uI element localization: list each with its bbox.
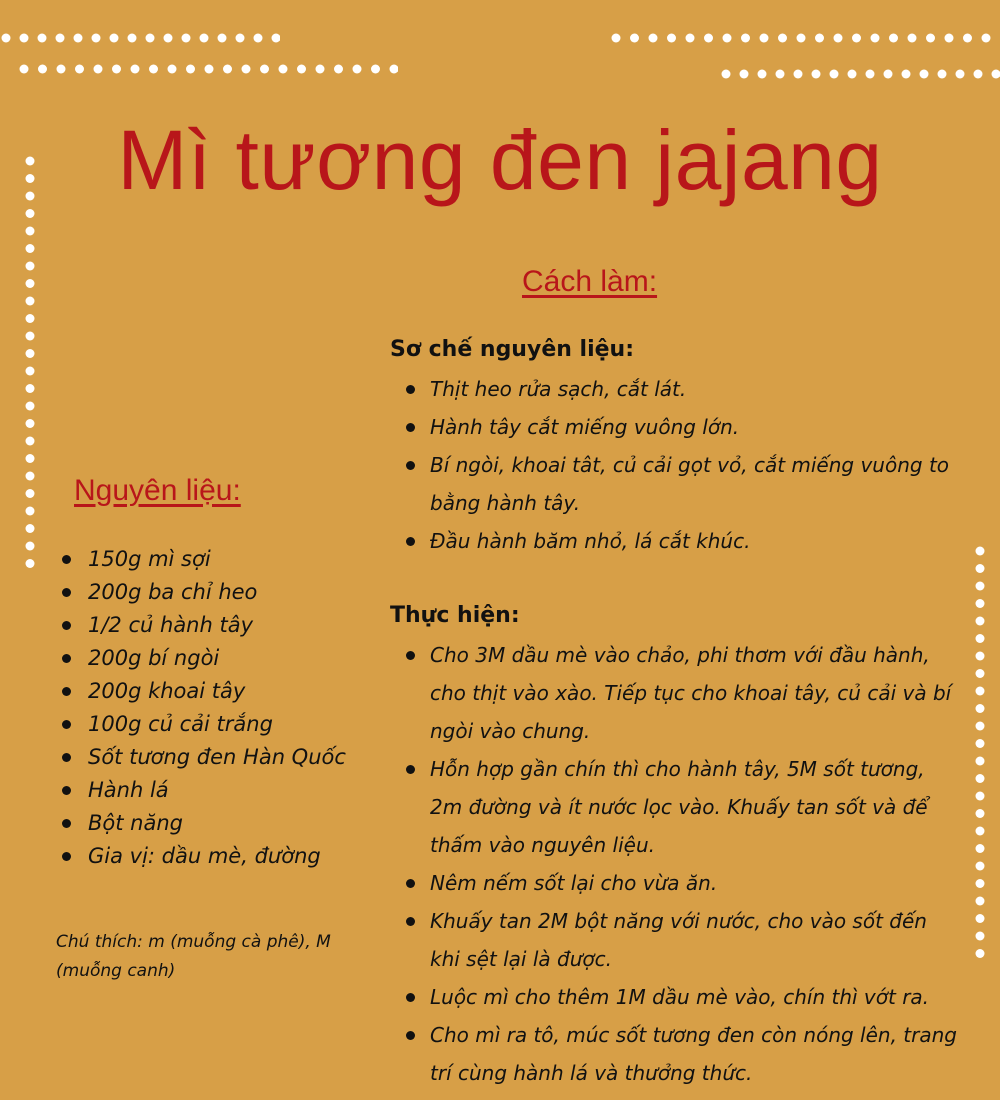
decorative-dot xyxy=(26,297,35,306)
decorative-dot xyxy=(938,70,947,79)
list-item: 200g ba chỉ heo xyxy=(60,576,346,609)
decorative-dot xyxy=(26,384,35,393)
ingredients-list xyxy=(60,543,346,873)
decorative-dot xyxy=(26,419,35,428)
list-item: 200g bí ngòi xyxy=(60,642,346,675)
decorative-dot xyxy=(26,367,35,376)
prep-title: Sơ chế nguyên liệu: xyxy=(390,337,635,362)
decorative-dot xyxy=(26,262,35,271)
ingredients-heading: Nguyên liệu: xyxy=(74,474,241,507)
decorative-dot xyxy=(200,34,209,43)
page-title: Mì tương đen jajang xyxy=(117,113,883,207)
decorative-dot xyxy=(26,314,35,323)
decorative-dot xyxy=(976,547,985,556)
dotted-border-left xyxy=(24,155,36,575)
decorative-dot xyxy=(242,65,251,74)
decorative-dot xyxy=(723,34,732,43)
decorative-dot xyxy=(778,34,787,43)
cook-title: Thực hiện: xyxy=(390,603,520,628)
decorative-dot xyxy=(92,34,101,43)
decorative-dot xyxy=(974,70,983,79)
decorative-dot xyxy=(956,70,965,79)
cook-steps-list xyxy=(403,636,963,1092)
decorative-dot xyxy=(26,244,35,253)
decorative-dot xyxy=(976,652,985,661)
decorative-dot xyxy=(128,34,137,43)
decorative-dot xyxy=(812,70,821,79)
decorative-dot xyxy=(26,332,35,341)
decorative-dot xyxy=(168,65,177,74)
decorative-dot xyxy=(390,65,399,74)
decorative-dot xyxy=(612,34,621,43)
list-item: 150g mì sợi xyxy=(60,543,346,576)
decorative-dot xyxy=(976,704,985,713)
decorative-dot xyxy=(976,862,985,871)
decorative-dot xyxy=(26,437,35,446)
list-item: 200g khoai tây xyxy=(60,675,346,708)
decorative-dot xyxy=(976,809,985,818)
decorative-dot xyxy=(667,34,676,43)
list-item: Nêm nếm sốt lại cho vừa ăn. xyxy=(403,864,963,902)
list-item: Thịt heo rửa sạch, cắt lát. xyxy=(403,370,963,408)
decorative-dot xyxy=(236,34,245,43)
decorative-dot xyxy=(38,34,47,43)
measurement-note: Chú thích: m (muỗng cà phê), M (muỗng canh) xyxy=(56,932,331,981)
decorative-dot xyxy=(334,65,343,74)
decorative-dot xyxy=(758,70,767,79)
decorative-dot xyxy=(131,65,140,74)
decorative-dot xyxy=(182,34,191,43)
decorative-dot xyxy=(866,70,875,79)
decorative-dot xyxy=(976,774,985,783)
decorative-dot xyxy=(722,70,731,79)
decorative-dot xyxy=(976,722,985,731)
decorative-dot xyxy=(38,65,47,74)
decorative-dot xyxy=(26,559,35,568)
decorative-dot xyxy=(2,34,11,43)
decorative-dot xyxy=(205,65,214,74)
list-item: Bí ngòi, khoai tât, củ cải gọt vỏ, cắt miếng vuông to bằng hành tây. xyxy=(403,446,963,522)
decorative-dot xyxy=(976,914,985,923)
method-heading: Cách làm: xyxy=(522,265,658,298)
decorative-dot xyxy=(686,34,695,43)
decorative-dot xyxy=(976,599,985,608)
list-item: Hành lá xyxy=(60,774,346,807)
list-item: Bột năng xyxy=(60,807,346,840)
dotted-border-top-left-2 xyxy=(18,63,398,75)
decorative-dot xyxy=(279,65,288,74)
list-item: Cho mì ra tô, múc sốt tương đen còn nóng lên, trang trí cùng hành lá và thưởng thức. xyxy=(403,1016,963,1092)
decorative-dot xyxy=(889,34,898,43)
list-item: 100g củ cải trắng xyxy=(60,708,346,741)
list-item: Hỗn hợp gần chín thì cho hành tây, 5M sốt tương, 2m đường và ít nước lọc vào. Khuấy tan sốt và để thấm vào nguyên liệu. xyxy=(403,750,963,864)
decorative-dot xyxy=(963,34,972,43)
decorative-dot xyxy=(976,669,985,678)
dotted-border-top-right-1 xyxy=(610,32,1000,44)
decorative-dot xyxy=(976,792,985,801)
decorative-dot xyxy=(26,472,35,481)
decorative-dot xyxy=(316,65,325,74)
decorative-dot xyxy=(649,34,658,43)
decorative-dot xyxy=(976,634,985,643)
decorative-dot xyxy=(164,34,173,43)
decorative-dot xyxy=(871,34,880,43)
decorative-dot xyxy=(26,349,35,358)
decorative-dot xyxy=(920,70,929,79)
decorative-dot xyxy=(741,34,750,43)
decorative-dot xyxy=(371,65,380,74)
list-item: Đầu hành băm nhỏ, lá cắt khúc. xyxy=(403,522,963,560)
decorative-dot xyxy=(26,227,35,236)
decorative-dot xyxy=(992,70,1000,79)
decorative-dot xyxy=(976,897,985,906)
list-item: Sốt tương đen Hàn Quốc xyxy=(60,741,346,774)
dotted-border-top-right-2 xyxy=(720,68,1000,80)
decorative-dot xyxy=(26,279,35,288)
decorative-dot xyxy=(110,34,119,43)
decorative-dot xyxy=(26,507,35,516)
decorative-dot xyxy=(254,34,263,43)
decorative-dot xyxy=(976,617,985,626)
decorative-dot xyxy=(272,34,281,43)
decorative-dot xyxy=(976,564,985,573)
decorative-dot xyxy=(26,489,35,498)
list-item: Gia vị: dầu mè, đường xyxy=(60,840,346,873)
decorative-dot xyxy=(797,34,806,43)
decorative-dot xyxy=(186,65,195,74)
decorative-dot xyxy=(704,34,713,43)
list-item: Cho 3M dầu mè vào chảo, phi thơm với đầu hành, cho thịt vào xào. Tiếp tục cho khoai tây, củ cải và bí ngòi vào chung. xyxy=(403,636,963,750)
decorative-dot xyxy=(112,65,121,74)
decorative-dot xyxy=(57,65,66,74)
decorative-dot xyxy=(297,65,306,74)
decorative-dot xyxy=(223,65,232,74)
decorative-dot xyxy=(926,34,935,43)
decorative-dot xyxy=(902,70,911,79)
decorative-dot xyxy=(982,34,991,43)
decorative-dot xyxy=(976,757,985,766)
decorative-dot xyxy=(976,687,985,696)
decorative-dot xyxy=(976,827,985,836)
decorative-dot xyxy=(884,70,893,79)
decorative-dot xyxy=(26,454,35,463)
decorative-dot xyxy=(740,70,749,79)
list-item: Khuấy tan 2M bột năng với nước, cho vào sốt đến khi sệt lại là được. xyxy=(403,902,963,978)
decorative-dot xyxy=(260,65,269,74)
decorative-dot xyxy=(834,34,843,43)
decorative-dot xyxy=(848,70,857,79)
decorative-dot xyxy=(75,65,84,74)
decorative-dot xyxy=(976,582,985,591)
decorative-dot xyxy=(26,209,35,218)
decorative-dot xyxy=(20,34,29,43)
decorative-dot xyxy=(56,34,65,43)
decorative-dot xyxy=(976,932,985,941)
decorative-dot xyxy=(760,34,769,43)
decorative-dot xyxy=(630,34,639,43)
list-item: Luộc mì cho thêm 1M dầu mè vào, chín thì vớt ra. xyxy=(403,978,963,1016)
decorative-dot xyxy=(94,65,103,74)
list-item: 1/2 củ hành tây xyxy=(60,609,346,642)
decorative-dot xyxy=(945,34,954,43)
prep-steps-list xyxy=(403,370,963,560)
decorative-dot xyxy=(976,949,985,958)
decorative-dot xyxy=(908,34,917,43)
decorative-dot xyxy=(74,34,83,43)
decorative-dot xyxy=(26,524,35,533)
dotted-border-top-left-1 xyxy=(0,32,280,44)
decorative-dot xyxy=(149,65,158,74)
decorative-dot xyxy=(353,65,362,74)
decorative-dot xyxy=(794,70,803,79)
decorative-dot xyxy=(976,844,985,853)
decorative-dot xyxy=(776,70,785,79)
decorative-dot xyxy=(26,402,35,411)
decorative-dot xyxy=(146,34,155,43)
decorative-dot xyxy=(852,34,861,43)
decorative-dot xyxy=(26,542,35,551)
list-item: Hành tây cắt miếng vuông lớn. xyxy=(403,408,963,446)
decorative-dot xyxy=(976,739,985,748)
decorative-dot xyxy=(830,70,839,79)
decorative-dot xyxy=(815,34,824,43)
dotted-border-right xyxy=(974,545,986,965)
decorative-dot xyxy=(20,65,29,74)
decorative-dot xyxy=(976,879,985,888)
decorative-dot xyxy=(218,34,227,43)
